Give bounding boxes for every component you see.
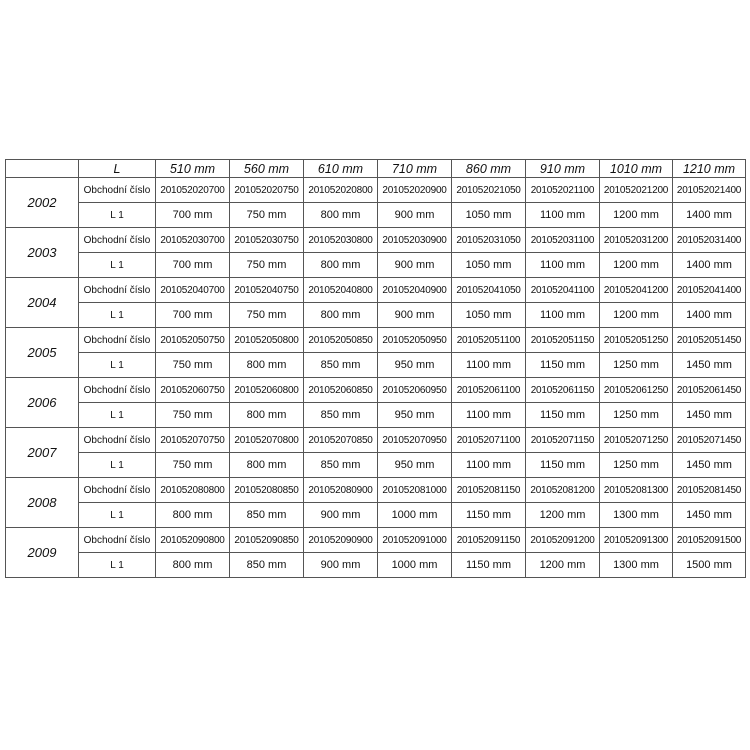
product-code-cell: 201052060950	[378, 378, 452, 403]
product-code-cell: 201052061100	[452, 378, 526, 403]
length-cell: 1200 mm	[526, 503, 600, 528]
product-code-cell: 201052031100	[526, 228, 600, 253]
product-code-cell: 201052020900	[378, 178, 452, 203]
table-row-lengths	[6, 503, 746, 528]
product-code-cell: 201052081450	[673, 478, 746, 503]
length-cell: 1400 mm	[673, 253, 746, 278]
header-column-cell: 910 mm	[526, 160, 600, 178]
product-code-cell: 201052041100	[526, 278, 600, 303]
table-row-lengths	[6, 553, 746, 578]
length-cell: 800 mm	[230, 403, 304, 428]
header-label-cell: L	[79, 160, 156, 178]
header-column-cell: 560 mm	[230, 160, 304, 178]
year-cell: 2003	[6, 228, 79, 278]
table-row-codes	[6, 478, 746, 503]
length-cell: 1250 mm	[600, 353, 673, 378]
length-cell: 950 mm	[378, 353, 452, 378]
product-code-cell: 201052021100	[526, 178, 600, 203]
length-cell: 1200 mm	[526, 553, 600, 578]
length-cell: 800 mm	[304, 303, 378, 328]
table-row-codes	[6, 278, 746, 303]
length-cell: 1400 mm	[673, 303, 746, 328]
product-code-cell: 201052061150	[526, 378, 600, 403]
product-code-cell: 201052020700	[156, 178, 230, 203]
code-row-label: Obchodní číslo	[79, 228, 156, 253]
code-row-label: Obchodní číslo	[79, 178, 156, 203]
product-code-cell: 201052040700	[156, 278, 230, 303]
length-cell: 800 mm	[156, 553, 230, 578]
length-cell: 950 mm	[378, 403, 452, 428]
length-cell: 700 mm	[156, 203, 230, 228]
length-cell: 1150 mm	[526, 403, 600, 428]
length-cell: 900 mm	[378, 303, 452, 328]
product-code-cell: 201052061450	[673, 378, 746, 403]
product-code-cell: 201052030900	[378, 228, 452, 253]
table-row-lengths	[6, 403, 746, 428]
header-column-cell: 1010 mm	[600, 160, 673, 178]
product-code-cell: 201052061250	[600, 378, 673, 403]
length-cell: 900 mm	[304, 553, 378, 578]
length-cell: 1150 mm	[526, 453, 600, 478]
product-code-cell: 201052081300	[600, 478, 673, 503]
product-code-cell: 201052080850	[230, 478, 304, 503]
product-code-cell: 201052020800	[304, 178, 378, 203]
length-cell: 1100 mm	[526, 253, 600, 278]
spec-table	[5, 159, 746, 578]
product-code-cell: 201052080900	[304, 478, 378, 503]
length-row-label: L 1	[79, 203, 156, 228]
product-code-cell: 201052091300	[600, 528, 673, 553]
product-code-cell: 201052040800	[304, 278, 378, 303]
length-cell: 800 mm	[304, 253, 378, 278]
length-cell: 1200 mm	[600, 303, 673, 328]
code-row-label: Obchodní číslo	[79, 328, 156, 353]
product-code-cell: 201052090850	[230, 528, 304, 553]
code-row-label: Obchodní číslo	[79, 428, 156, 453]
product-code-cell: 201052091200	[526, 528, 600, 553]
length-cell: 1050 mm	[452, 253, 526, 278]
product-code-cell: 201052030750	[230, 228, 304, 253]
header-column-cell: 860 mm	[452, 160, 526, 178]
length-cell: 1250 mm	[600, 403, 673, 428]
table-row-codes	[6, 428, 746, 453]
length-cell: 1450 mm	[673, 503, 746, 528]
product-code-cell: 201052071450	[673, 428, 746, 453]
table-row-lengths	[6, 203, 746, 228]
length-row-label: L 1	[79, 303, 156, 328]
length-cell: 850 mm	[230, 553, 304, 578]
year-cell: 2009	[6, 528, 79, 578]
product-code-cell: 201052081200	[526, 478, 600, 503]
product-code-cell: 201052031050	[452, 228, 526, 253]
product-code-cell: 201052020750	[230, 178, 304, 203]
length-cell: 1250 mm	[600, 453, 673, 478]
header-row	[6, 160, 746, 178]
product-code-cell: 201052031400	[673, 228, 746, 253]
length-row-label: L 1	[79, 353, 156, 378]
product-code-cell: 201052021400	[673, 178, 746, 203]
length-cell: 750 mm	[230, 203, 304, 228]
year-cell: 2007	[6, 428, 79, 478]
product-code-cell: 201052091150	[452, 528, 526, 553]
year-cell: 2005	[6, 328, 79, 378]
table-row-lengths	[6, 353, 746, 378]
product-code-cell: 201052071250	[600, 428, 673, 453]
length-cell: 700 mm	[156, 303, 230, 328]
table-row-codes	[6, 378, 746, 403]
table-body	[6, 178, 746, 578]
product-code-cell: 201052090900	[304, 528, 378, 553]
product-code-cell: 201052081000	[378, 478, 452, 503]
length-cell: 800 mm	[230, 353, 304, 378]
length-cell: 750 mm	[230, 253, 304, 278]
length-cell: 1450 mm	[673, 353, 746, 378]
length-cell: 1200 mm	[600, 203, 673, 228]
header-column-cell: 710 mm	[378, 160, 452, 178]
length-cell: 850 mm	[304, 453, 378, 478]
product-code-cell: 201052041200	[600, 278, 673, 303]
product-code-cell: 201052071150	[526, 428, 600, 453]
product-code-cell: 201052021050	[452, 178, 526, 203]
length-cell: 750 mm	[156, 453, 230, 478]
length-cell: 1100 mm	[452, 353, 526, 378]
length-cell: 1000 mm	[378, 553, 452, 578]
product-code-cell: 201052051150	[526, 328, 600, 353]
product-code-cell: 201052041400	[673, 278, 746, 303]
table-row-codes	[6, 228, 746, 253]
table-row-codes	[6, 178, 746, 203]
length-cell: 750 mm	[230, 303, 304, 328]
length-cell: 1000 mm	[378, 503, 452, 528]
product-code-cell: 201052041050	[452, 278, 526, 303]
product-code-cell: 201052091000	[378, 528, 452, 553]
length-cell: 1050 mm	[452, 303, 526, 328]
length-row-label: L 1	[79, 503, 156, 528]
length-cell: 850 mm	[230, 503, 304, 528]
product-code-cell: 201052070950	[378, 428, 452, 453]
code-row-label: Obchodní číslo	[79, 478, 156, 503]
length-cell: 1100 mm	[452, 453, 526, 478]
product-code-cell: 201052040750	[230, 278, 304, 303]
length-cell: 1450 mm	[673, 453, 746, 478]
product-code-cell: 201052060850	[304, 378, 378, 403]
length-cell: 1300 mm	[600, 503, 673, 528]
product-code-cell: 201052091500	[673, 528, 746, 553]
product-code-cell: 201052070850	[304, 428, 378, 453]
length-cell: 1100 mm	[452, 403, 526, 428]
length-cell: 1150 mm	[452, 503, 526, 528]
length-cell: 1450 mm	[673, 403, 746, 428]
length-cell: 1400 mm	[673, 203, 746, 228]
length-cell: 800 mm	[230, 453, 304, 478]
product-code-cell: 201052030700	[156, 228, 230, 253]
product-code-cell: 201052051100	[452, 328, 526, 353]
year-cell: 2004	[6, 278, 79, 328]
year-cell: 2002	[6, 178, 79, 228]
length-cell: 1300 mm	[600, 553, 673, 578]
product-code-cell: 201052071100	[452, 428, 526, 453]
year-cell: 2006	[6, 378, 79, 428]
length-cell: 1150 mm	[526, 353, 600, 378]
length-cell: 1500 mm	[673, 553, 746, 578]
code-row-label: Obchodní číslo	[79, 378, 156, 403]
table-header	[6, 160, 746, 178]
length-row-label: L 1	[79, 453, 156, 478]
product-code-cell: 201052021200	[600, 178, 673, 203]
length-cell: 900 mm	[304, 503, 378, 528]
header-corner-cell	[6, 160, 79, 178]
length-cell: 1100 mm	[526, 203, 600, 228]
length-cell: 900 mm	[378, 253, 452, 278]
length-cell: 750 mm	[156, 403, 230, 428]
product-code-cell: 201052051450	[673, 328, 746, 353]
product-code-cell: 201052070800	[230, 428, 304, 453]
year-cell: 2008	[6, 478, 79, 528]
product-code-cell: 201052050950	[378, 328, 452, 353]
length-cell: 750 mm	[156, 353, 230, 378]
length-cell: 1100 mm	[526, 303, 600, 328]
length-cell: 1200 mm	[600, 253, 673, 278]
length-cell: 950 mm	[378, 453, 452, 478]
product-code-cell: 201052031200	[600, 228, 673, 253]
product-code-cell: 201052080800	[156, 478, 230, 503]
product-code-cell: 201052081150	[452, 478, 526, 503]
header-column-cell: 1210 mm	[673, 160, 746, 178]
table-row-lengths	[6, 303, 746, 328]
length-row-label: L 1	[79, 403, 156, 428]
length-cell: 1150 mm	[452, 553, 526, 578]
length-cell: 800 mm	[304, 203, 378, 228]
length-cell: 850 mm	[304, 353, 378, 378]
code-row-label: Obchodní číslo	[79, 278, 156, 303]
product-code-cell: 201052070750	[156, 428, 230, 453]
length-cell: 1050 mm	[452, 203, 526, 228]
table-row-lengths	[6, 253, 746, 278]
code-row-label: Obchodní číslo	[79, 528, 156, 553]
length-cell: 800 mm	[156, 503, 230, 528]
table-row-codes	[6, 328, 746, 353]
product-code-cell: 201052040900	[378, 278, 452, 303]
length-cell: 850 mm	[304, 403, 378, 428]
length-cell: 900 mm	[378, 203, 452, 228]
product-code-cell: 201052090800	[156, 528, 230, 553]
length-cell: 700 mm	[156, 253, 230, 278]
header-column-cell: 510 mm	[156, 160, 230, 178]
product-code-cell: 201052050800	[230, 328, 304, 353]
product-code-cell: 201052051250	[600, 328, 673, 353]
length-row-label: L 1	[79, 553, 156, 578]
product-code-cell: 201052060800	[230, 378, 304, 403]
length-row-label: L 1	[79, 253, 156, 278]
product-code-cell: 201052060750	[156, 378, 230, 403]
table-row-lengths	[6, 453, 746, 478]
header-column-cell: 610 mm	[304, 160, 378, 178]
table-row-codes	[6, 528, 746, 553]
product-code-cell: 201052050750	[156, 328, 230, 353]
product-code-cell: 201052030800	[304, 228, 378, 253]
product-code-cell: 201052050850	[304, 328, 378, 353]
